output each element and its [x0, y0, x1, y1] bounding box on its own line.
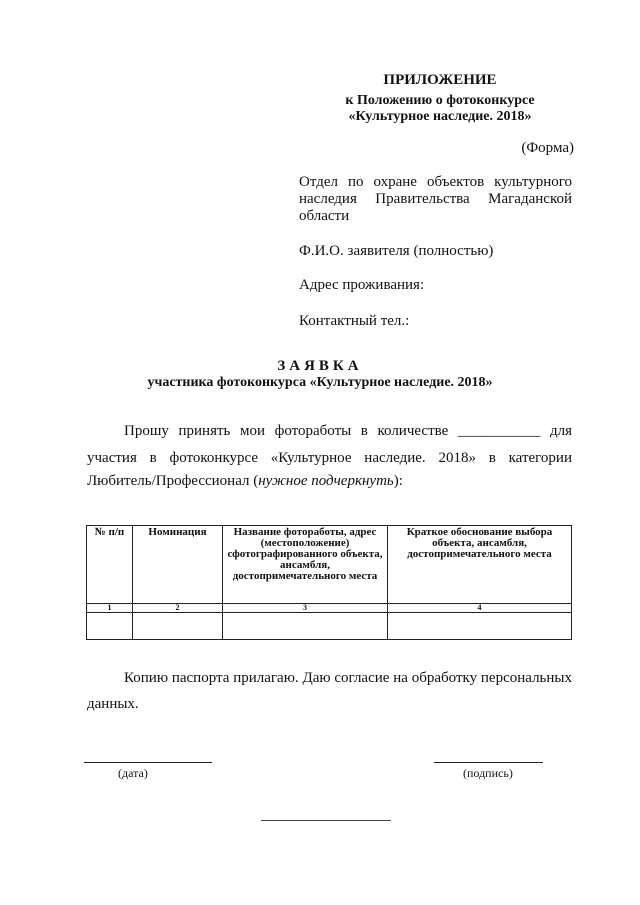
consent-text-line2: данных. — [87, 696, 139, 712]
date-caption: (дата) — [118, 766, 148, 780]
appendix-heading: ПРИЛОЖЕНИЕ — [383, 72, 497, 88]
appendix-subheading: к Положению о фотоконкурсе — [345, 93, 535, 108]
category-text: Любитель/Профессионал ( — [87, 473, 259, 489]
form-label: (Форма) — [521, 140, 574, 156]
table-cell[interactable] — [87, 613, 133, 640]
table-cell[interactable] — [133, 613, 223, 640]
applicant-phone-label: Контактный тел.: — [299, 313, 410, 329]
table-cell[interactable] — [223, 613, 388, 640]
end-divider — [261, 820, 391, 821]
request-text-line1: Прошу принять мои фотоработы в количестве ___________ для — [124, 423, 572, 439]
document-subtitle: участника фотоконкурса «Культурное наследие. 2018» — [147, 375, 493, 390]
column-number: 2 — [133, 604, 223, 613]
table-column-number-row — [87, 604, 572, 613]
consent-text-line1: Копию паспорта прилагаю. Даю согласие на обработку персональных — [124, 670, 572, 686]
request-text-line3 — [87, 473, 572, 490]
category-text-end: ): — [393, 473, 403, 489]
date-signature-line — [84, 762, 212, 763]
applicant-address-label: Адрес проживания: — [299, 277, 425, 293]
col-justification-header: Краткое обоснование выбора объекта, ансамбля, достопримечательного места — [388, 526, 572, 604]
column-number: 4 — [388, 604, 572, 613]
signature-line — [434, 762, 543, 763]
column-number: 3 — [223, 604, 388, 613]
col-nomination-header: Номинация — [133, 526, 223, 604]
application-table — [86, 525, 572, 640]
col-number-header: № п/п — [87, 526, 133, 604]
signature-caption: (подпись) — [463, 766, 513, 780]
table-header-row — [87, 526, 572, 604]
underline-instruction: нужное подчеркнуть — [258, 473, 394, 489]
column-number: 1 — [87, 604, 133, 613]
table-cell[interactable] — [388, 613, 572, 640]
table-row — [87, 613, 572, 640]
document-title: ЗАЯВКА — [277, 358, 363, 374]
col-photo-title-header: Название фотоработы, адрес (местоположение) сфотографированного объекта, ансамбля, достопримечательного места — [223, 526, 388, 604]
request-text-line2: участия в фотоконкурсе «Культурное наследие. 2018» в категории — [87, 450, 572, 466]
addressee-department: Отдел по охране объектов культурного наследия Правительства Магаданской области — [299, 174, 572, 224]
applicant-name-label: Ф.И.О. заявителя (полностью) — [299, 243, 494, 259]
appendix-contest-name: «Культурное наследие. 2018» — [348, 109, 532, 124]
